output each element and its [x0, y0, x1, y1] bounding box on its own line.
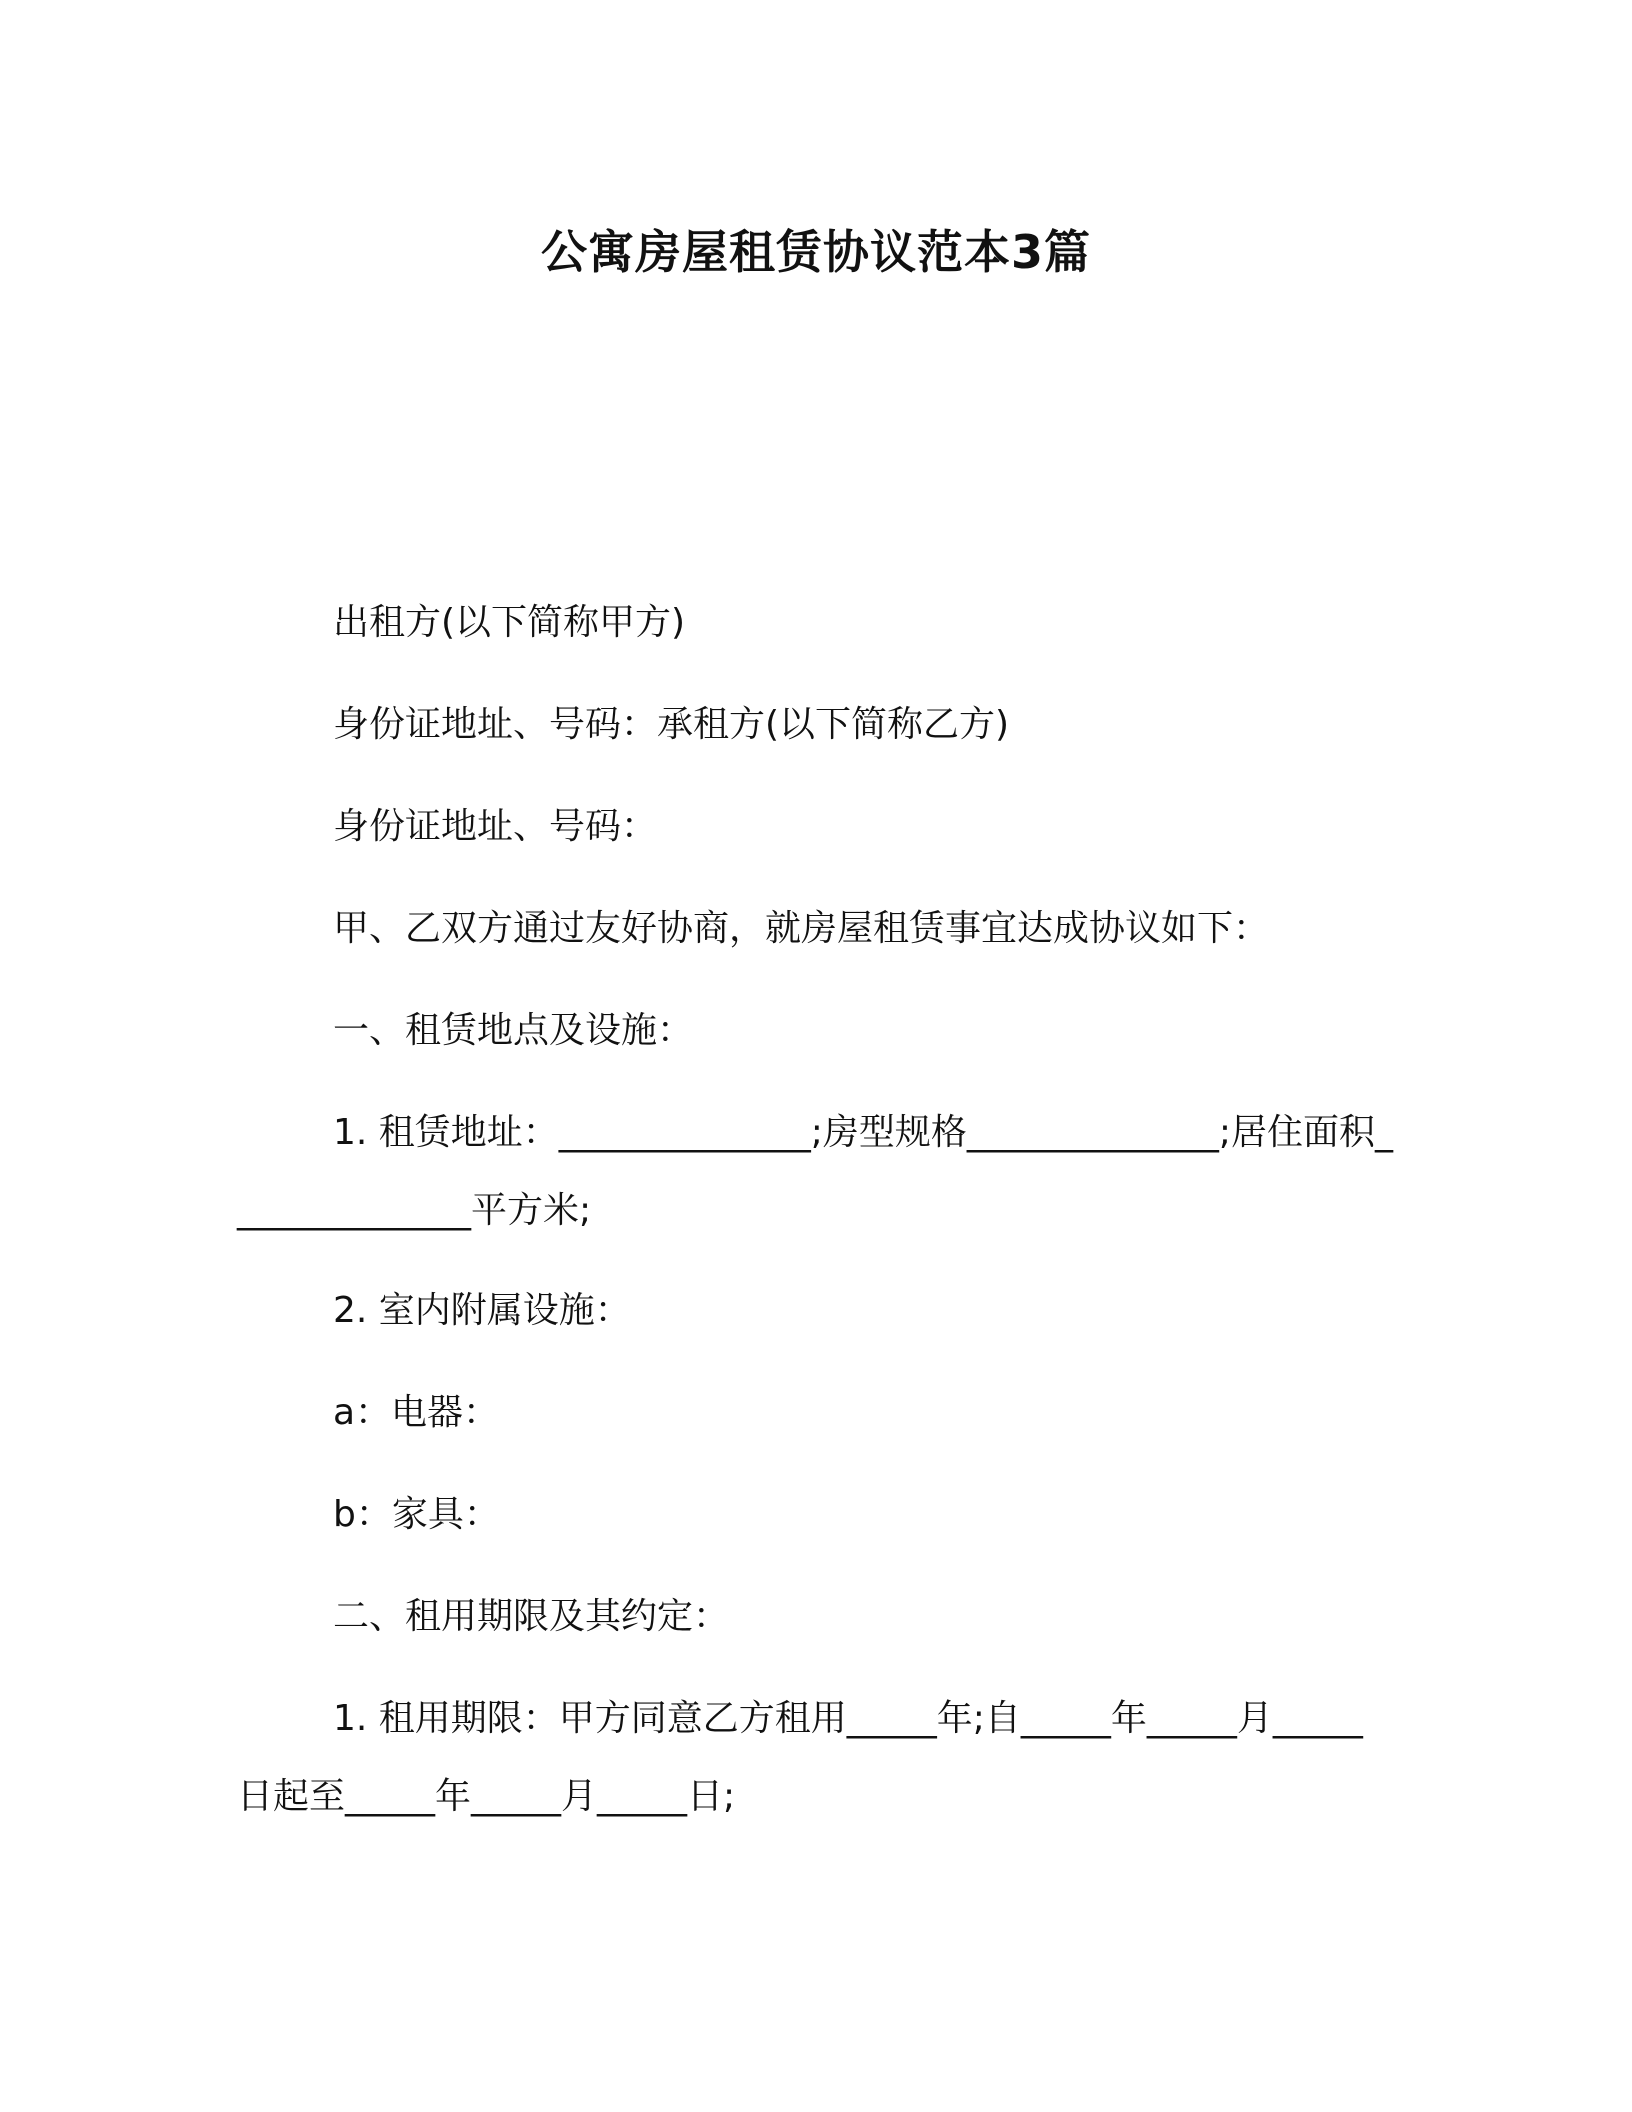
paragraph-agreement-intro: 甲、乙双方通过友好协商，就房屋租赁事宜达成协议如下： — [333, 908, 1270, 949]
paragraph-lessor-id-and-lessee: 身份证地址、号码：承租方(以下简称乙方) — [333, 704, 1010, 745]
paragraph-lease-term: 1. 租用期限：甲方同意乙方租用_____年;自_____年_____月_____日起至_____年_____月_____日; — [237, 1698, 1363, 1817]
paragraph-indoor-facilities: 2. 室内附属设施： — [333, 1290, 631, 1331]
paragraph-lessor: 出租方(以下简称甲方) — [333, 602, 686, 643]
paragraph-appliances: a：电器： — [333, 1392, 500, 1433]
document-title: 公寓房屋租赁协议范本3篇 — [540, 225, 1091, 279]
paragraph-lessee-id: 身份证地址、号码： — [333, 806, 658, 847]
section-heading-term: 二、租用期限及其约定： — [333, 1596, 730, 1637]
paragraph-furniture: b：家具： — [333, 1494, 500, 1535]
section-heading-location: 一、租赁地点及设施： — [333, 1010, 694, 1051]
paragraph-rental-address: 1. 租赁地址：______________;房型规格______________;居住面积______________平方米; — [237, 1112, 1394, 1231]
